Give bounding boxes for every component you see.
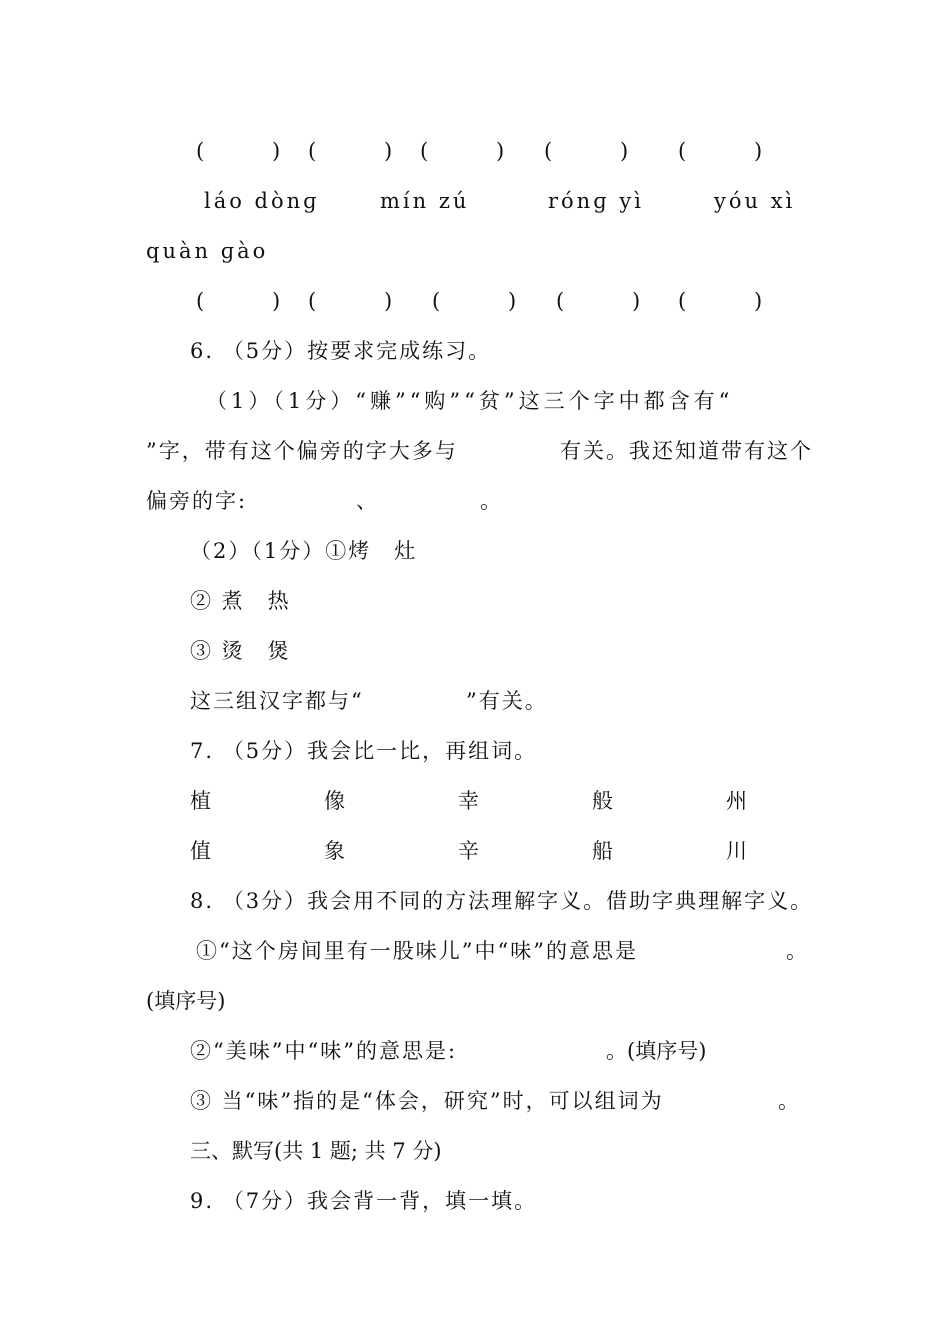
question-6-part-2-line-2: ② 煮 热 [190, 589, 291, 613]
character: 象 [324, 839, 345, 863]
character: 州 [726, 789, 747, 813]
question-6-part-2-line-4a: 这三组汉字都与“ [190, 689, 364, 713]
question-8-line-3a: ②“美味”中“味”的意思是: [190, 1039, 458, 1063]
close-paren: ) [754, 139, 763, 163]
open-paren: ( [196, 139, 205, 163]
question-7-title: 7. （5分）我会比一比，再组词。 [190, 739, 538, 763]
close-paren: ) [272, 139, 281, 163]
question-6-part-1-line-3: 偏旁的字: [146, 489, 248, 513]
sentence-end: 。 [778, 1089, 799, 1113]
open-paren: ( [556, 289, 565, 313]
close-paren: ) [632, 289, 641, 313]
sentence-end: 。 [480, 489, 501, 513]
question-8-line-4a: ③ 当“味”指的是“体会，研究”时，可以组词为 [190, 1089, 664, 1113]
question-8-title: 8. （3分）我会用不同的方法理解字义。借助字典理解字义。 [190, 889, 814, 913]
open-paren: ( [432, 289, 441, 313]
question-9-title: 9. （7分）我会背一背，填一填。 [190, 1189, 538, 1213]
question-6-title: 6. （5分）按要求完成练习。 [190, 339, 492, 363]
character: 幸 [458, 789, 479, 813]
close-paren: ) [508, 289, 517, 313]
pinyin-word: mín zú [380, 189, 470, 213]
question-6-part-1-line-1: （1）（1分）“赚”“购”“贫”这三个字中都含有“ [206, 389, 734, 413]
open-paren: ( [678, 289, 687, 313]
close-paren: ) [384, 289, 393, 313]
close-paren: ) [754, 289, 763, 313]
character: 像 [324, 789, 345, 813]
open-paren: ( [544, 139, 553, 163]
character: 辛 [458, 839, 479, 863]
blank-separator: 、 [356, 489, 377, 513]
close-paren: ) [272, 289, 281, 313]
character: 植 [190, 789, 211, 813]
question-6-part-2-line-3: ③ 烫 煲 [190, 639, 291, 663]
open-paren: ( [678, 139, 687, 163]
close-paren: ) [384, 139, 393, 163]
close-paren: ) [620, 139, 629, 163]
character: 川 [726, 839, 747, 863]
character: 般 [592, 789, 613, 813]
pinyin-word: láo dònɡ [204, 189, 320, 213]
question-6-part-1-line-2a: ”字，带有这个偏旁的字大多与 [146, 439, 458, 463]
pinyin-word-wrapped: quàn ɡào [146, 239, 269, 263]
question-6-part-2-line-1: （2）（1分）①烤 灶 [190, 539, 418, 563]
open-paren: ( [196, 289, 205, 313]
pinyin-word: yóu xì [714, 189, 796, 213]
sentence-end: 。 [786, 939, 807, 963]
section-3-heading: 三、默写(共 1 题; 共 7 分) [190, 1139, 442, 1163]
question-8-line-3b: 。(填序号) [606, 1039, 707, 1063]
open-paren: ( [308, 139, 317, 163]
open-paren: ( [420, 139, 429, 163]
character: 船 [592, 839, 613, 863]
close-paren: ) [496, 139, 505, 163]
open-paren: ( [308, 289, 317, 313]
question-8-line-1a: ①“这个房间里有一股味儿”中“味”的意思是 [196, 939, 638, 963]
question-6-part-1-line-2b: 有关。我还知道带有这个 [560, 439, 813, 463]
question-6-part-2-line-4b: ”有关。 [466, 689, 548, 713]
question-8-line-2: (填序号) [146, 989, 226, 1013]
character: 值 [190, 839, 211, 863]
pinyin-word: rónɡ yì [548, 189, 644, 213]
